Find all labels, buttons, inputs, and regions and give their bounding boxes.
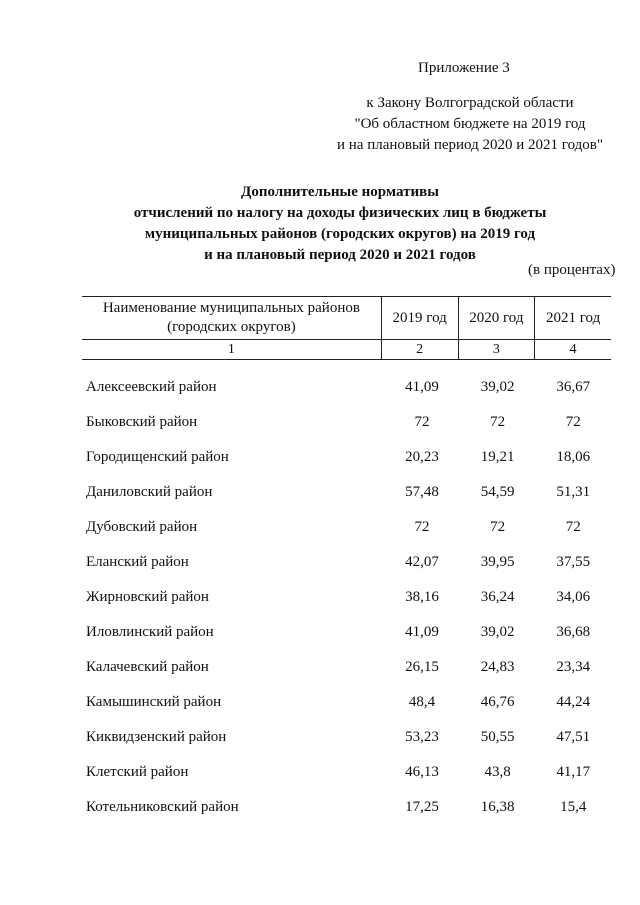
value-2019: 26,15 <box>405 659 439 675</box>
appendix-label: Приложение 3 <box>418 60 510 76</box>
district-name: Быковский район <box>86 414 198 430</box>
law-reference <box>330 93 610 156</box>
value-2021: 36,67 <box>556 379 591 395</box>
district-name: Иловлинский район <box>86 624 214 640</box>
column-number-row <box>82 340 611 360</box>
district-name: Котельниковский район <box>86 799 239 815</box>
table-header <box>82 296 611 360</box>
law-line: к Закону Волгоградской области <box>366 95 574 111</box>
value-2019: 41,09 <box>405 624 439 640</box>
district-name: Клетский район <box>86 764 189 780</box>
table-row <box>82 545 611 580</box>
table-row <box>82 580 611 615</box>
value-2019: 38,16 <box>405 589 439 605</box>
title-line: отчислений по налогу на доходы физических лиц в бюджеты <box>133 205 547 221</box>
document-title <box>120 182 560 266</box>
value-2020: 39,95 <box>480 554 515 570</box>
header-row <box>82 297 611 340</box>
title-line: и на плановый период 2020 и 2021 годов <box>204 247 476 263</box>
district-name: Городищенский район <box>86 449 229 465</box>
value-2019: 41,09 <box>405 379 439 395</box>
value-2020: 46,76 <box>480 694 515 710</box>
table-row <box>82 440 611 475</box>
district-name: Алексеевский район <box>86 379 217 395</box>
value-2021: 37,55 <box>556 554 591 570</box>
value-2021: 47,51 <box>556 729 591 745</box>
value-2020: 54,59 <box>480 484 515 500</box>
value-2019: 46,13 <box>405 764 439 780</box>
title-line: муниципальных районов (городских округов) на 2019 год <box>144 226 536 242</box>
table-row <box>82 510 611 545</box>
value-2021: 41,17 <box>556 764 591 780</box>
value-2020: 19,21 <box>480 449 515 465</box>
value-2021: 34,06 <box>556 589 591 605</box>
district-name: Еланский район <box>86 554 189 570</box>
column-number: 3 <box>458 340 535 360</box>
table-row <box>82 650 611 685</box>
district-name: Дубовский район <box>86 519 198 535</box>
table-row <box>82 755 611 790</box>
value-2021: 15,4 <box>560 799 587 815</box>
value-2020: 24,83 <box>480 659 515 675</box>
table-row <box>82 475 611 510</box>
value-2020: 36,24 <box>480 589 515 605</box>
value-2020: 16,38 <box>480 799 515 815</box>
value-2019: 48,4 <box>408 694 436 710</box>
data-table-body <box>82 370 611 825</box>
district-name: Даниловский район <box>86 484 213 500</box>
district-name: Калачевский район <box>86 659 209 675</box>
district-name: Киквидзенский район <box>86 729 227 745</box>
column-header-2020: 2020 год <box>458 297 535 340</box>
law-line: "Об областном бюджете на 2019 год <box>354 116 586 132</box>
title-line: Дополнительные нормативы <box>241 184 439 200</box>
value-2021: 51,31 <box>556 484 591 500</box>
table-row <box>82 405 611 440</box>
column-number: 4 <box>535 340 611 360</box>
data-table <box>82 370 611 825</box>
column-header-name: Наименование муниципальных районов (городских округов) <box>82 297 381 340</box>
value-2021: 44,24 <box>556 694 591 710</box>
column-header-2021: 2021 год <box>535 297 611 340</box>
column-header-2019: 2019 год <box>381 297 458 340</box>
law-line: и на плановый период 2020 и 2021 годов" <box>337 137 603 153</box>
table-row <box>82 615 611 650</box>
table-row <box>82 370 611 405</box>
units-note: (в процентах) <box>528 262 616 278</box>
value-2020: 39,02 <box>480 624 515 640</box>
table-row <box>82 790 611 825</box>
value-2020: 39,02 <box>480 379 515 395</box>
value-2020: 43,8 <box>484 764 511 780</box>
value-2021: 36,68 <box>556 624 591 640</box>
value-2019: 72 <box>414 414 430 430</box>
table-row <box>82 685 611 720</box>
value-2020: 50,55 <box>480 729 515 745</box>
table-row <box>82 720 611 755</box>
value-2021: 23,34 <box>556 659 591 675</box>
value-2019: 20,23 <box>405 449 439 465</box>
value-2021: 72 <box>565 519 581 535</box>
value-2019: 72 <box>414 519 430 535</box>
district-name: Камышинский район <box>86 694 222 710</box>
value-2021: 72 <box>565 414 581 430</box>
value-2019: 53,23 <box>405 729 439 745</box>
value-2020: 72 <box>490 519 506 535</box>
column-number: 1 <box>82 340 381 360</box>
value-2020: 72 <box>490 414 506 430</box>
value-2019: 57,48 <box>405 484 439 500</box>
district-name: Жирновский район <box>86 589 209 605</box>
value-2019: 17,25 <box>405 799 439 815</box>
column-number: 2 <box>381 340 458 360</box>
value-2021: 18,06 <box>556 449 591 465</box>
value-2019: 42,07 <box>405 554 439 570</box>
